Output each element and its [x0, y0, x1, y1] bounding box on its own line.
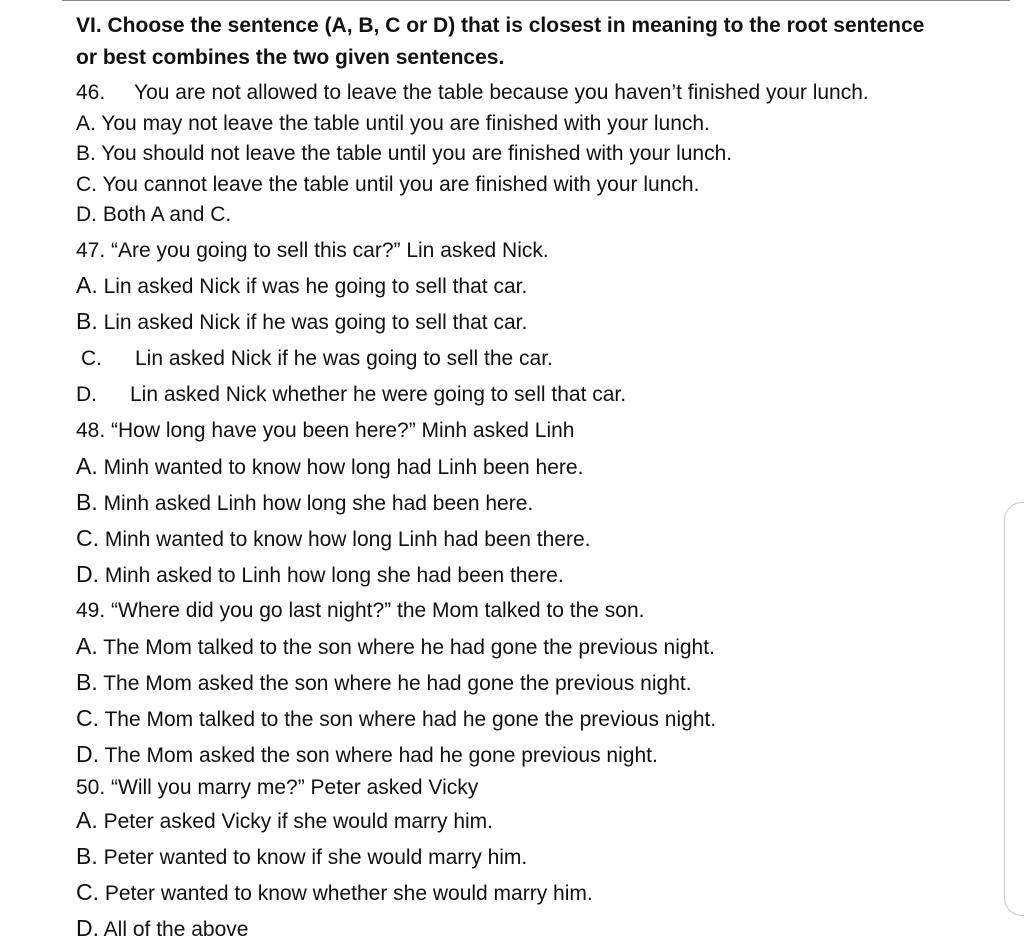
option-48-c — [76, 521, 956, 557]
question-50 — [76, 773, 956, 947]
option-text: Peter asked Vicky if she would marry him. — [97, 809, 493, 833]
top-border-line — [62, 0, 1010, 1]
option-letter: A. — [76, 271, 98, 298]
option-letter: C. — [81, 346, 102, 370]
option-text: Minh asked Linh how long she had been here. — [97, 491, 534, 515]
option-49-d — [76, 737, 956, 773]
option-46-c: C. You cannot leave the table until you are finished with your lunch. — [76, 172, 700, 196]
option-47-d — [76, 377, 956, 413]
option-46-a: A. You may not leave the table until you are finished with your lunch. — [76, 111, 710, 135]
next-page-edge — [1004, 502, 1024, 916]
option-text: All of the above — [99, 917, 249, 941]
option-letter: A. — [76, 806, 98, 833]
option-text: Lin asked Nick if was he going to sell that car. — [97, 274, 528, 298]
question-49 — [76, 593, 956, 773]
option-48-b — [76, 485, 956, 521]
question-46-number: 46. — [76, 81, 106, 104]
option-50-a — [76, 803, 956, 839]
question-46-text: You are not allowed to leave the table because you haven’t finished your lunch. — [134, 81, 869, 104]
option-letter: B. — [76, 307, 98, 334]
option-46-b: B. You should not leave the table until you are finished with your lunch. — [76, 142, 733, 165]
section-heading: VI. Choose the sentence (A, B, C or D) that is closest in meaning to the root sentence or best combines the two given sentences. — [76, 14, 925, 69]
option-text: The Mom asked the son where had he gone previous night. — [99, 743, 658, 767]
question-49-stem: 49. “Where did you go last night?” the Mom talked to the son. — [76, 598, 645, 622]
worksheet — [76, 10, 956, 947]
option-text: Lin asked Nick if he was going to sell that car. — [97, 310, 528, 334]
question-48 — [76, 413, 956, 593]
option-letter: A. — [76, 632, 98, 659]
option-text: Minh wanted to know how long had Linh been here. — [97, 455, 584, 479]
option-letter: C. — [76, 524, 99, 551]
question-48-stem: 48. “How long have you been here?” Minh asked Linh — [76, 418, 575, 442]
option-47-c — [76, 340, 956, 377]
option-47-b — [76, 304, 956, 340]
question-46 — [76, 78, 956, 231]
option-50-d — [76, 911, 956, 947]
option-48-d — [76, 557, 956, 593]
option-50-c — [76, 875, 956, 911]
option-text: The Mom asked the son where he had gone the previous night. — [97, 671, 692, 695]
option-49-c — [76, 701, 956, 737]
option-letter: D. — [76, 560, 99, 587]
option-letter: D. — [76, 382, 97, 406]
option-50-b — [76, 839, 956, 875]
option-text: Lin asked Nick if he was going to sell the car. — [135, 346, 553, 370]
option-48-a — [76, 449, 956, 485]
option-letter: C. — [76, 704, 99, 731]
option-47-a — [76, 268, 956, 304]
option-text: Peter wanted to know whether she would marry him. — [99, 881, 593, 905]
question-47 — [76, 234, 956, 413]
option-letter: A. — [76, 452, 98, 479]
option-letter: B. — [76, 488, 98, 515]
option-text: Peter wanted to know if she would marry him. — [97, 845, 528, 869]
option-letter: B. — [76, 668, 98, 695]
option-text: The Mom talked to the son where he had gone the previous night. — [97, 635, 715, 659]
option-46-d: D. Both A and C. — [76, 203, 232, 226]
option-text: Lin asked Nick whether he were going to sell that car. — [130, 382, 627, 406]
option-letter: B. — [76, 842, 98, 869]
option-49-a — [76, 629, 956, 665]
option-letter: D. — [76, 740, 99, 767]
option-letter: C. — [76, 878, 99, 905]
option-text: Minh asked to Linh how long she had been there. — [99, 563, 564, 587]
question-50-stem: 50. “Will you marry me?” Peter asked Vicky — [76, 775, 479, 799]
option-text: Minh wanted to know how long Linh had been there. — [99, 527, 591, 551]
option-text: The Mom talked to the son where had he gone the previous night. — [99, 707, 717, 731]
option-49-b — [76, 665, 956, 701]
question-46-stem — [76, 78, 956, 109]
question-47-stem: 47. “Are you going to sell this car?” Lin asked Nick. — [76, 238, 549, 262]
option-letter: D. — [76, 914, 99, 941]
